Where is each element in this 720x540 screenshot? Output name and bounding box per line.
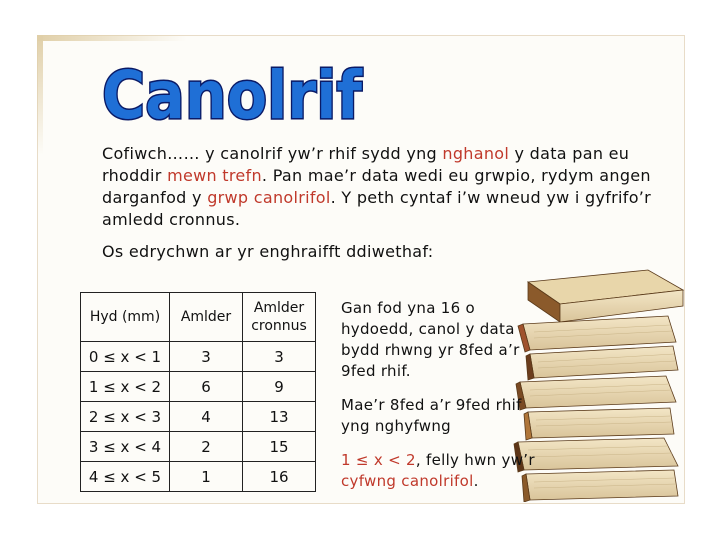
intro-paragraph: Cofiwch…… y canolrif yw’r rhif sydd yng nghanol y data pan eu rhoddir mewn trefn. Pan mae’r data wedi eu grwpio, rydym angen darganfod y grwp canolrifol. Y peth cyntaf i’w wneud yw i gyfrifo’r amledd cronnus. (102, 144, 652, 229)
table-row (81, 402, 316, 432)
table-cell: 9 (243, 372, 316, 402)
table-cell: 3 ≤ x < 4 (81, 432, 170, 462)
table-cell: 3 (170, 342, 243, 372)
table-cell: 16 (243, 462, 316, 492)
header-amlder: Amlder (170, 293, 243, 342)
table-cell: 6 (170, 372, 243, 402)
side-note-2: Mae’r 8fed a’r 9fed rhif yng nghyfwng (341, 396, 522, 435)
table-row (81, 462, 316, 492)
title-wordart (98, 52, 368, 132)
header-hyd: Hyd (mm) (81, 293, 170, 342)
highlight-grwp-canolrifol: grwp canolrifol (207, 188, 331, 207)
highlight-interval: 1 ≤ x < 2 (341, 451, 416, 469)
highlight-cyfwng: cyfwng canolrifol (341, 472, 474, 490)
table-cell: 4 (170, 402, 243, 432)
page-title: Canolrif (102, 57, 364, 132)
table-row (81, 432, 316, 462)
table-row (81, 372, 316, 402)
side-note-1: Gan fod yna 16 o hydoedd, canol y data bydd rhwng yr 8fed a’r 9fed rhif. (341, 299, 520, 380)
table-cell: 13 (243, 402, 316, 432)
side-note-3: 1 ≤ x < 2, felly hwn yw’r cyfwng canolrifol. (341, 451, 535, 490)
frequency-table (80, 292, 316, 492)
highlight-nghanol: nghanol (442, 144, 510, 163)
table-cell: 4 ≤ x < 5 (81, 462, 170, 492)
header-amlder-cronnus: Amlder cronnus (243, 293, 316, 342)
highlight-mewn-trefn: mewn trefn (167, 166, 262, 185)
table-cell: 2 ≤ x < 3 (81, 402, 170, 432)
table-cell: 2 (170, 432, 243, 462)
table-row (81, 342, 316, 372)
table-cell: 15 (243, 432, 316, 462)
table-header-row (81, 293, 316, 342)
example-line: Os edrychwn ar yr enghraifft ddiwethaf: (102, 242, 434, 261)
table-cell: 1 ≤ x < 2 (81, 372, 170, 402)
table-cell: 3 (243, 342, 316, 372)
table-cell: 0 ≤ x < 1 (81, 342, 170, 372)
table-cell: 1 (170, 462, 243, 492)
